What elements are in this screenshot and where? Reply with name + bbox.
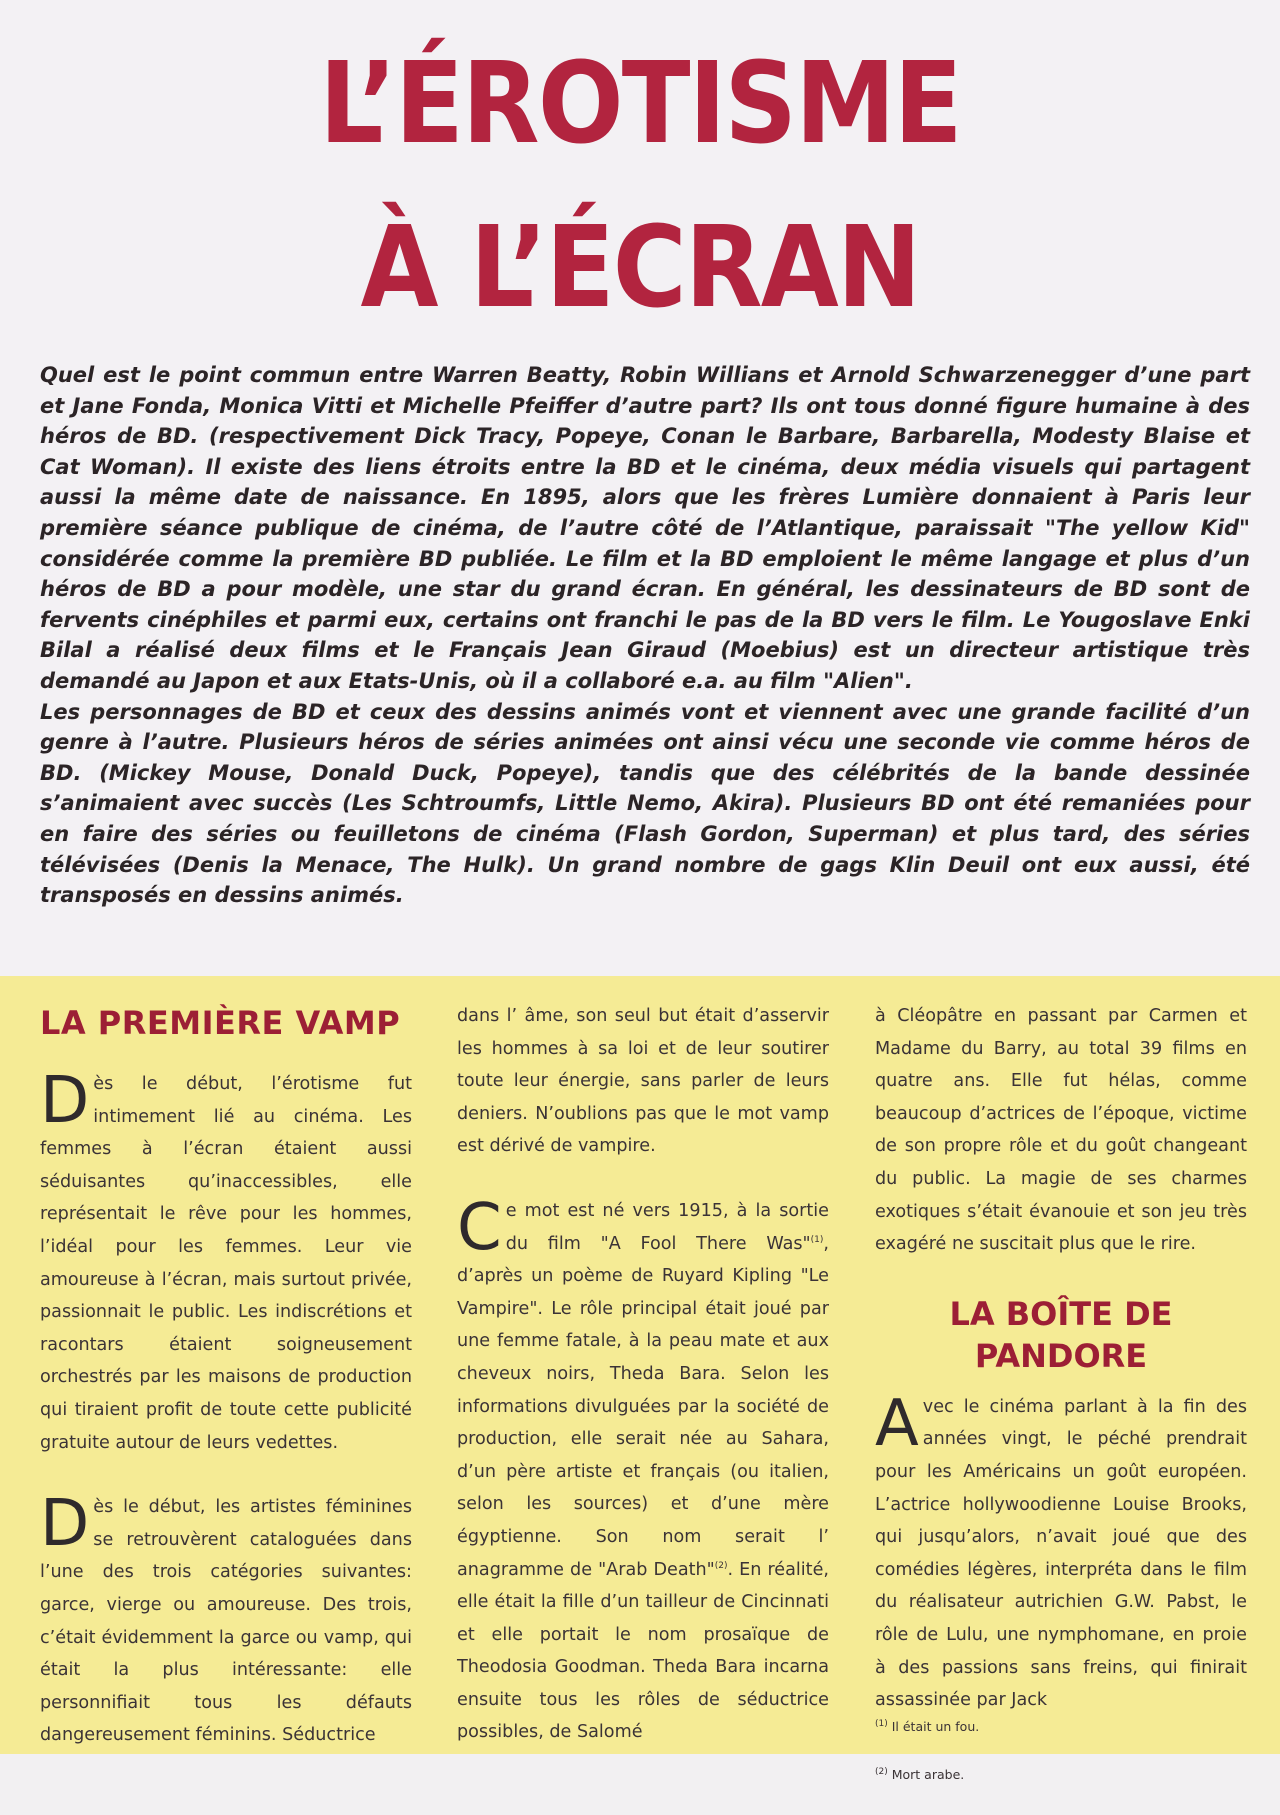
footnote-ref-1: (1) — [810, 1234, 824, 1245]
page-title-line-1: L’ÉROTISME — [319, 39, 961, 169]
footnote-1-mark: (1) — [875, 1718, 888, 1729]
drop-cap: A — [875, 1386, 919, 1461]
column-2 — [457, 1000, 829, 1781]
column-1 — [40, 1000, 412, 1784]
pandore-heading: LA BOÎTE DE PANDORE — [949, 1294, 1173, 1375]
vamp-paragraph-5: à Cléopâtre en passant par Carmen et Madame du Barry, au total 39 films en quatre ans. Elle fut hélas, comme beaucoup d’actrices de l’époque, victime de son propre rôle et du goût changeant du public. La magie de ses charmes exotiques s’était évanouie et son jeu très exagéré ne suscitait plus que le rire. — [875, 1006, 1247, 1255]
footnote-2-mark: (2) — [875, 1766, 888, 1777]
vamp-heading: LA PREMIÈRE VAMP — [40, 1004, 401, 1042]
drop-cap: C — [457, 1190, 502, 1265]
page-title — [0, 22, 1280, 350]
footnote-1-text: Il était un fou. — [891, 1718, 980, 1734]
intro-paragraph-2: Les personnages de BD et ceux des dessins animés vont et viennent avec une grande facilité d’un genre à l’autre. Plusieurs héros de séries animées ont ainsi vécu une seconde vie comme héros de BD. (Mickey Mouse, Donald Duck, Popeye), tandis que des célébrités de la bande dessinée s’animaient avec succès (Les Schtroumfs, Little Nemo, Akira). Plusieurs BD ont été remaniées pour en faire des séries ou feuilletons de cinéma (Flash Gordon, Superman) et plus tard, des séries télévisées (Denis la Menace, The Hulk). Un grand nombre de gags Klin Deuil ont eux aussi, été transposés en dessins animés. — [40, 699, 1250, 908]
intro-paragraph-1: Quel est le point commun entre Warren Beatty, Robin Willians et Arnold Schwarzenegger d’une part et Jane Fonda, Monica Vitti et Michelle Pfeiffer d’autre part? Ils ont tous donné figure humaine à des héros de BD. (respectivement Dick Tracy, Popeye, Conan le Barbare, Barbarella, Modesty Blaise et Cat Woman). Il existe des liens étroits entre la BD et le cinéma, deux média visuels qui partagent aussi la même date de naissance. En 1895, alors que les frères Lumière donnaient à Paris leur première séance publique de cinéma, de l’autre côté de l’Atlantique, paraissait "The yellow Kid" considérée comme la première BD publiée. Le film et la BD emploient le même langage et plus d’un héros de BD a pour modèle, une star du grand écran. En général, les dessinateurs de BD sont de fervents cinéphiles et parmi eux, certains ont franchi le pas de la BD vers le film. Le Yougoslave Enki Bilal a réalisé deux films et le Français Jean Giraud (Moebius) est un directeur artistique très demandé au Japon et aux Etats-Unis, où il a collaboré e.a. au film "Alien". — [40, 363, 1250, 693]
intro-text — [40, 360, 1250, 911]
vamp-paragraph-1-text: ès le début, l’érotisme fut intimement lié au cinéma. Les femmes à l’écran étaient aussi séduisantes qu’inaccessibles, elle représentait le rêve pour les hommes, l’idéal pour les femmes. Leur vie amoureuse à l’écran, mais surtout privée, passionnait le public. Les indiscrétions et racontars étaient soigneusement orchestrés par les maisons de production qui tiraient profit de toute cette publicité gratuite autour de leurs vedettes. — [40, 1074, 412, 1453]
vamp-paragraph-3: dans l’ âme, son seul but était d’asservir les hommes à sa loi et de leur soutirer toute leur énergie, sans parler de leurs deniers. N’oublions pas que le mot vamp est dérivé de vampire. — [457, 1006, 829, 1157]
drop-cap: D — [40, 1064, 90, 1138]
vamp-paragraph-2-text: ès le début, les artistes féminines se retrouvèrent cataloguées dans l’une des trois catégories suivantes: garce, vierge ou amoureuse. Des trois, c’était évidemment la garce ou vamp, qui était la plus intéressante: elle personnifiait tous les défauts dangereusement féminins. Séductrice — [40, 1497, 412, 1746]
drop-cap: D — [40, 1487, 90, 1562]
vamp-paragraph-1 — [40, 1064, 412, 1459]
footnote-2 — [875, 1767, 1247, 1783]
vamp-paragraph-4b: , d’après un poème de Ruyard Kipling "Le Vampire". Le rôle principal était joué par une femme fatale, à la peau mate et aux cheveux noirs, Theda Bara. Selon les informations divulguées par la société de production, elle serait née au Sahara, d’un père artiste et français (ou italien, selon les sources) et d’une mère égyptienne. Son nom serait l’ anagramme de "Arab Death" — [457, 1233, 829, 1580]
page-title-line-2: À L’ÉCRAN — [360, 203, 920, 333]
footnote-2-text: Mort arabe. — [891, 1766, 965, 1782]
pandore-paragraph-1 — [875, 1386, 1247, 1717]
vamp-paragraph-4c: . En réalité, elle était la fille d’un tailleur de Cincinnati et elle portait le nom prosaïque de Theodosia Goodman. Theda Bara incarna ensuite tous les rôles de séductrice possibles, de Salomé — [457, 1559, 830, 1743]
vamp-paragraph-4a: e mot est né vers 1915, à la sortie du film "A Fool There Was" — [505, 1200, 829, 1254]
footnote-1 — [875, 1719, 1247, 1735]
pandore-paragraph-1-text: vec le cinéma parlant à la fin des années vingt, le péché prendrait pour les Américains un goût européen. L’actrice hollywoodienne Louise Brooks, qui jusqu’alors, n’avait joué que des comédies légères, interpréta dans le film du réalisateur autrichien G.W. Pabst, le rôle de Lulu, une nymphomane, en proie à des passions sans freins, qui finirait assassinée par Jack — [875, 1396, 1247, 1711]
footnote-ref-2: (2) — [714, 1560, 728, 1571]
column-3 — [875, 1000, 1247, 1815]
vamp-paragraph-4 — [457, 1190, 830, 1749]
vamp-paragraph-2 — [40, 1487, 412, 1752]
